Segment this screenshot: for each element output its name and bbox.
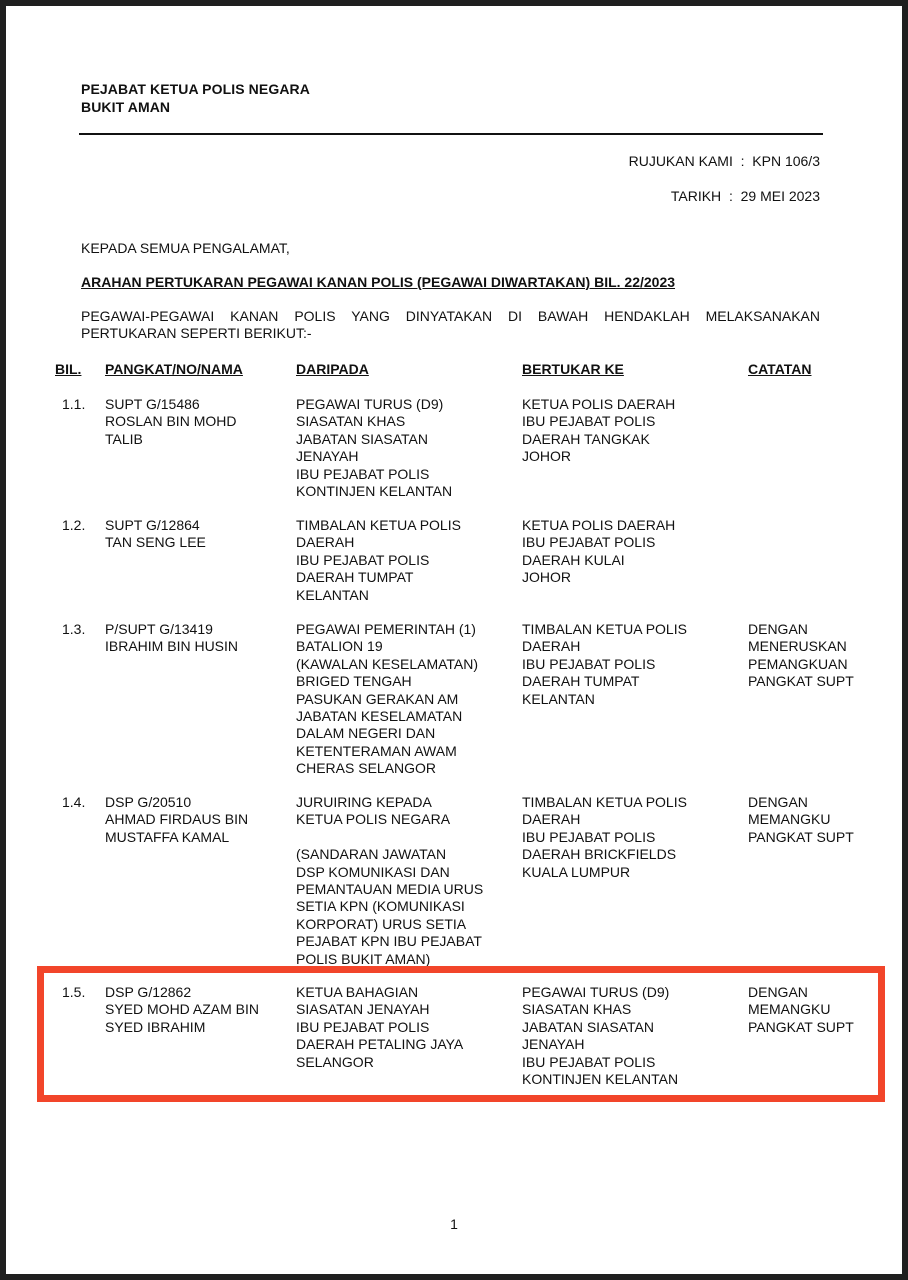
row-bertukar-ke: KETUA POLIS DAERAH IBU PEJABAT POLIS DAERAH TANGKAK JOHOR xyxy=(522,396,676,465)
letter-date: TARIKH : 29 MEI 2023 xyxy=(670,188,820,204)
row-nama: SUPT G/12864 TAN SENG LEE xyxy=(105,517,206,551)
row-bertukar-ke: KETUA POLIS DAERAH IBU PEJABAT POLIS DAERAH KULAI JOHOR xyxy=(522,517,676,586)
org-location: BUKIT AMAN xyxy=(81,99,171,115)
header-divider xyxy=(79,133,823,135)
row-bertukar-ke: TIMBALAN KETUA POLIS DAERAH IBU PEJABAT POLIS DAERAH TUMPAT KELANTAN xyxy=(522,621,687,707)
header-bil: BIL. xyxy=(55,361,82,377)
row-bil: 1.1. xyxy=(62,396,86,412)
row-daripada: KETUA BAHAGIAN SIASATAN JENAYAH IBU PEJABAT POLIS DAERAH PETALING JAYA SELANGOR xyxy=(296,984,464,1070)
row-nama: SUPT G/15486 ROSLAN BIN MOHD TALIB xyxy=(105,396,237,447)
row-nama: P/SUPT G/13419 IBRAHIM BIN HUSIN xyxy=(105,621,239,655)
row-daripada: TIMBALAN KETUA POLIS DAERAH IBU PEJABAT POLIS DAERAH TUMPAT KELANTAN xyxy=(296,517,461,603)
row-daripada: JURUIRING KEPADA KETUA POLIS NEGARA (SANDARAN JAWATAN DSP KOMUNIKASI DAN PEMANTAUAN MEDIA URUS SETIA KPN (KOMUNIKASI KORPORAT) URUS SETIA PEJABAT KPN IBU PEJABAT POLIS BUKIT AMAN) xyxy=(296,794,484,967)
header-daripada: DARIPADA xyxy=(296,361,369,377)
header-catatan: CATATAN xyxy=(748,361,812,377)
intro-paragraph: PEGAWAI-PEGAWAI KANAN POLIS YANG DINYATAKAN DI BAWAH HENDAKLAH MELAKSANAKAN PERTUKARAN SEPERTI BERIKUT:- xyxy=(81,308,820,341)
highlight-box xyxy=(37,966,885,1102)
letterhead xyxy=(81,80,310,116)
header-bertukar-ke: BERTUKAR KE xyxy=(522,361,624,377)
salutation: KEPADA SEMUA PENGALAMAT, xyxy=(81,240,290,256)
row-bertukar-ke: PEGAWAI TURUS (D9) SIASATAN KHAS JABATAN SIASATAN JENAYAH IBU PEJABAT POLIS KONTINJEN KELANTAN xyxy=(522,984,679,1088)
row-nama: DSP G/20510 AHMAD FIRDAUS BIN MUSTAFFA KAMAL xyxy=(105,794,249,845)
reference-number: RUJUKAN KAMI : KPN 106/3 xyxy=(628,153,820,169)
row-nama: DSP G/12862 SYED MOHD AZAM BIN SYED IBRAHIM xyxy=(105,984,260,1035)
row-bertukar-ke: TIMBALAN KETUA POLIS DAERAH IBU PEJABAT POLIS DAERAH BRICKFIELDS KUALA LUMPUR xyxy=(522,794,687,880)
row-bil: 1.3. xyxy=(62,621,86,637)
row-daripada: PEGAWAI TURUS (D9) SIASATAN KHAS JABATAN SIASATAN JENAYAH IBU PEJABAT POLIS KONTINJEN KELANTAN xyxy=(296,396,453,500)
row-catatan: DENGAN MENERUSKAN PEMANGKUAN PANGKAT SUPT xyxy=(748,621,854,690)
row-catatan: DENGAN MEMANGKU PANGKAT SUPT xyxy=(748,984,854,1035)
row-bil: 1.4. xyxy=(62,794,86,810)
page-number: 1 xyxy=(450,1216,458,1232)
row-daripada: PEGAWAI PEMERINTAH (1) BATALION 19 (KAWALAN KESELAMATAN) BRIGED TENGAH PASUKAN GERAKAN AM JABATAN KESELAMATAN DALAM NEGERI DAN KETENTERAMAN AWAM CHERAS SELANGOR xyxy=(296,621,479,777)
row-catatan: DENGAN MEMANGKU PANGKAT SUPT xyxy=(748,794,854,845)
row-bil: 1.2. xyxy=(62,517,86,533)
letter-subject: ARAHAN PERTUKARAN PEGAWAI KANAN POLIS (PEGAWAI DIWARTAKAN) BIL. 22/2023 xyxy=(81,274,676,290)
org-name: PEJABAT KETUA POLIS NEGARA xyxy=(81,81,310,97)
header-nama: PANGKAT/NO/NAMA xyxy=(105,361,243,377)
row-bil: 1.5. xyxy=(62,984,86,1000)
